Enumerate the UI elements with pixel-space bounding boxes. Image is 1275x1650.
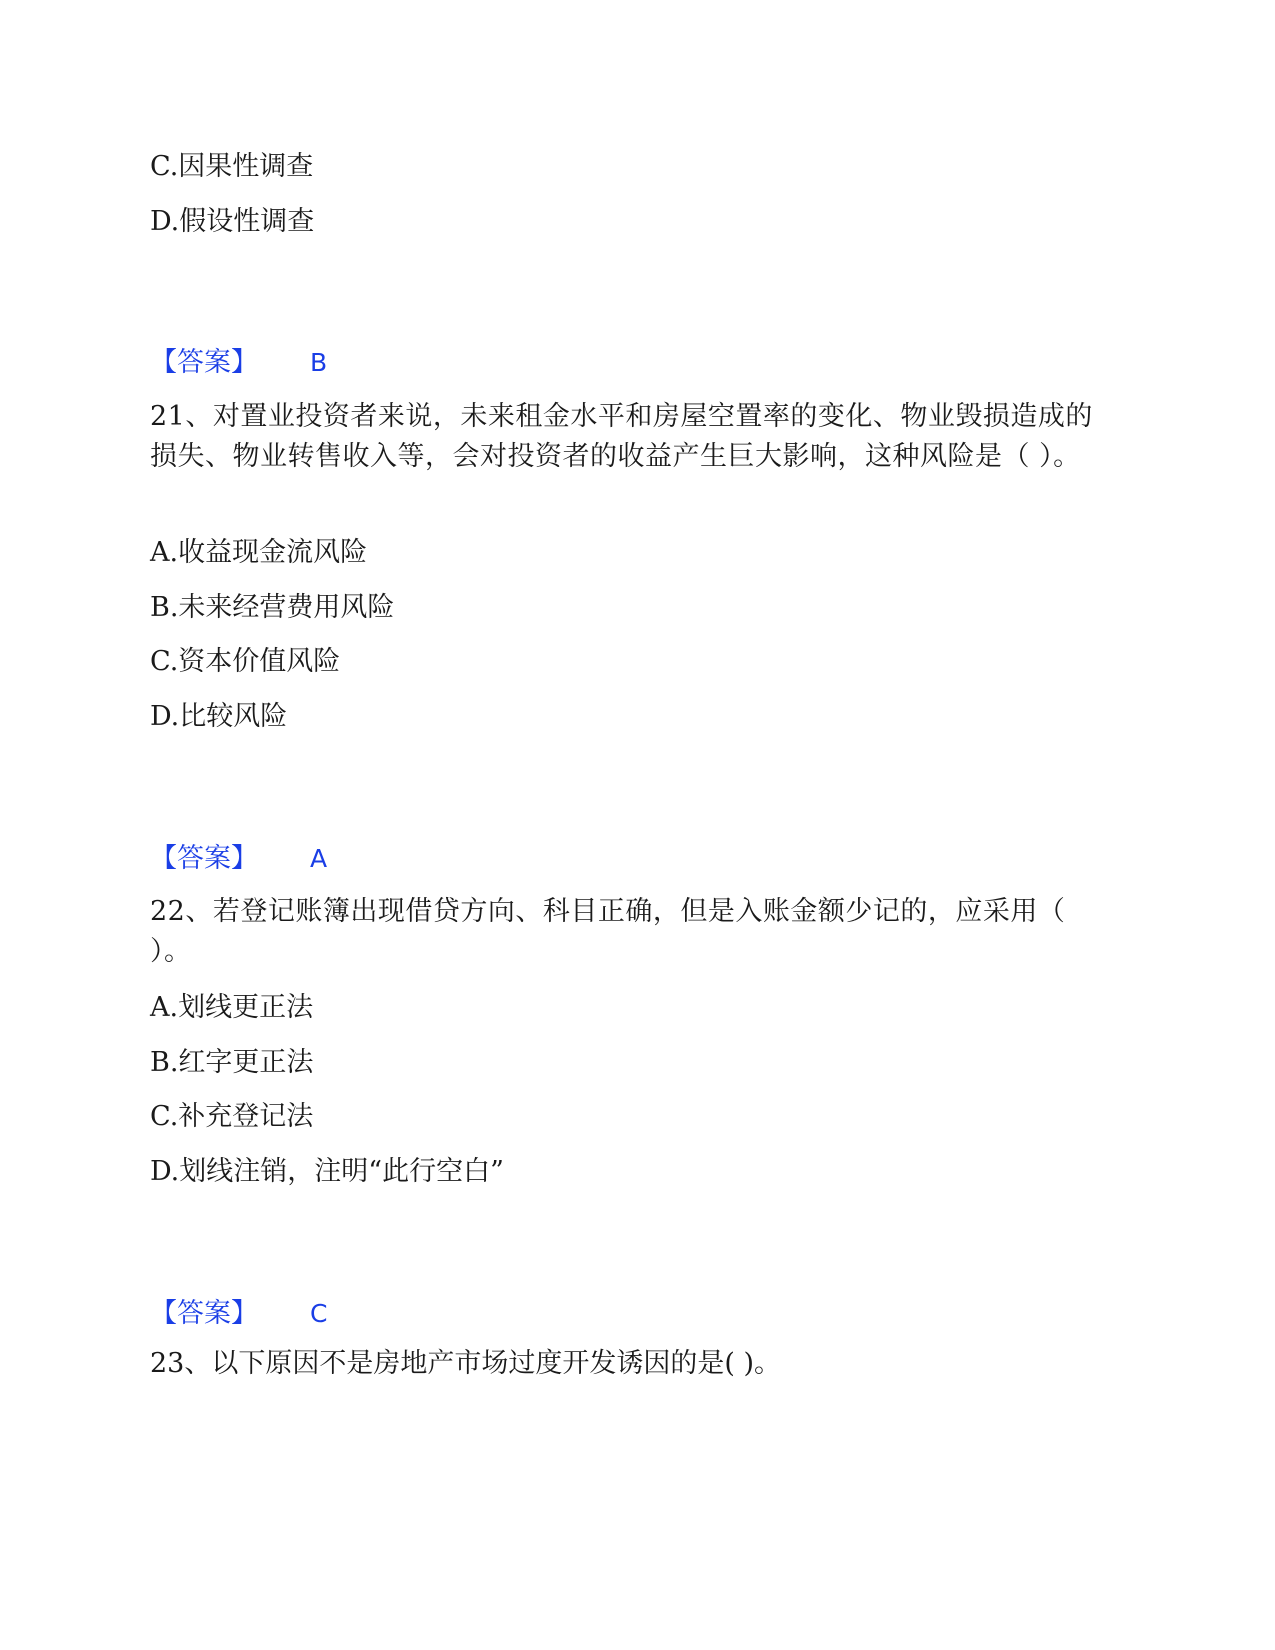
q22-option-a: A.划线更正法 bbox=[150, 992, 314, 1023]
question-23-text: 23、以下原因不是房地产市场过度开发诱因的是( )。 bbox=[150, 1348, 782, 1379]
answer-block bbox=[150, 1297, 327, 1331]
answer-value: A bbox=[310, 844, 328, 873]
q21-option-b: B.未来经营费用风险 bbox=[150, 592, 395, 623]
answer-block bbox=[150, 346, 327, 380]
question-22-text: 22、若登记账簿出现借贷方向、科目正确，但是入账金额少记的，应采用（ ）。 bbox=[150, 896, 1066, 967]
q21-option-a: A.收益现金流风险 bbox=[150, 537, 368, 568]
q22-option-b: B.红字更正法 bbox=[150, 1047, 314, 1078]
answer-label: 【答案】 bbox=[150, 843, 258, 874]
q21-option-c: C.资本价值风险 bbox=[150, 646, 341, 677]
option-c: C.因果性调查 bbox=[150, 151, 314, 182]
q21-option-d: D.比较风险 bbox=[150, 701, 288, 732]
answer-block bbox=[150, 842, 327, 876]
question-21-text: 21、对置业投资者来说，未来租金水平和房屋空置率的变化、物业毁损造成的损失、物业转售收入等，会对投资者的收益产生巨大影响，这种风险是（ ）。 bbox=[150, 401, 1093, 472]
answer-value: C bbox=[310, 1299, 328, 1328]
option-d: D.假设性调查 bbox=[150, 206, 315, 237]
answer-value: B bbox=[310, 348, 328, 377]
q22-option-d: D.划线注销，注明“此行空白” bbox=[150, 1156, 504, 1187]
answer-label: 【答案】 bbox=[150, 347, 258, 378]
answer-label: 【答案】 bbox=[150, 1298, 258, 1329]
q22-option-c: C.补充登记法 bbox=[150, 1101, 314, 1132]
